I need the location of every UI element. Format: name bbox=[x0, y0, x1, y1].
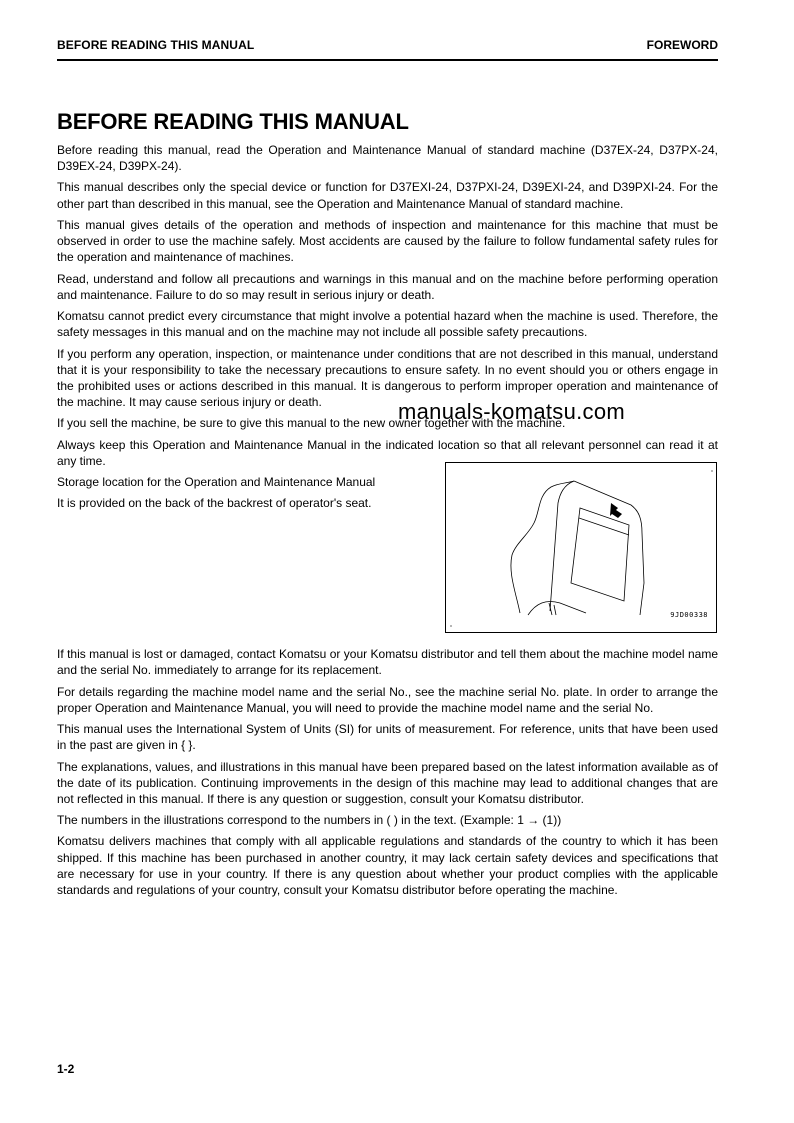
paragraph: Before reading this manual, read the Operation and Maintenance Manual of standard machine (D37EX-24, D37PX-24, D39EX-24, D39PX-24). bbox=[57, 143, 718, 174]
paragraph: The explanations, values, and illustrations in this manual have been prepared based on the latest information available as of the date of its publication. Continuing improvements in the design of this machine may lead to additional changes that are not reflected in this manual. If there is any question or suggestion, consult your Komatsu distributor. bbox=[57, 759, 718, 806]
header-section-title: BEFORE READING THIS MANUAL bbox=[57, 38, 255, 52]
storage-heading: Storage location for the Operation and Maintenance Manual bbox=[57, 475, 376, 490]
page-title: BEFORE READING THIS MANUAL bbox=[57, 109, 409, 134]
paragraph: This manual gives details of the operation and methods of inspection and maintenance for this machine that must be observed in order to use the machine safely. Most accidents are caused by the failure to follow fundamental safety rules for the operation and maintenance of machines. bbox=[57, 217, 718, 265]
figure-code: 9JD00338 bbox=[670, 610, 708, 619]
storage-location-section bbox=[57, 474, 718, 646]
paragraph: For details regarding the machine model name and the serial No., see the machine serial No. plate. In order to arrange the proper Operation and Maintenance Manual, you will need to provide the machine model name and the serial No. bbox=[57, 684, 718, 715]
paragraph: This manual describes only the special device or function for D37EXI-24, D37PXI-24, D39EXI-24, and D39PXI-24. For the other part than described in this manual, see the Operation and Maintenance Manual of standard machine. bbox=[57, 180, 718, 211]
paragraph: Komatsu cannot predict every circumstance that might involve a potential hazard when the machine is used. Therefore, the safety messages in this manual and on the machine may not include all possible safety precautions. bbox=[57, 309, 718, 340]
page-number: 1-2 bbox=[57, 1062, 75, 1076]
storage-description: It is provided on the back of the backrest of operator's seat. bbox=[57, 496, 372, 511]
page-header bbox=[57, 37, 718, 61]
paragraph: This manual uses the International System of Units (SI) for units of measurement. For reference, units that have been used in the past are given in { }. bbox=[57, 722, 718, 753]
paragraph: Read, understand and follow all precautions and warnings in this manual and on the machine before performing operation and maintenance. Failure to do so may result in serious injury or death. bbox=[57, 271, 718, 302]
paragraph: If you perform any operation, inspection, or maintenance under conditions that are not described in this manual, understand that it is your responsibility to take the necessary precautions to ensure safety. In no event should you or others engage in the prohibited uses or actions described in this manual. It is dangerous to perform improper operation and maintenance of the machine. It may cause serious injury or death. bbox=[57, 346, 718, 409]
header-chapter-title: FOREWORD bbox=[646, 38, 718, 52]
watermark: manuals-komatsu.com bbox=[398, 399, 625, 424]
paragraph: If this manual is lost or damaged, contact Komatsu or your Komatsu distributor and tell them about the machine model name and the serial No. immediately to arrange for its replacement. bbox=[57, 647, 718, 678]
paragraph: The numbers in the illustrations correspond to the numbers in ( ) in the text. (Example: 1 → (1)) bbox=[57, 813, 562, 828]
paragraph: If you sell the machine, be sure to give this manual to the new owner together with the machine. bbox=[57, 416, 566, 431]
paragraph: Komatsu delivers machines that comply with all applicable regulations and standards of the country to which it has been shipped. If this machine has been purchased in another country, it may lack certain safety devices and specifications that are necessary for use in your country. If there is any question about whether your product complies with the applicable standards and regulations of your country, consult your Komatsu distributor before operating the machine. bbox=[57, 834, 718, 897]
body-text bbox=[57, 142, 718, 903]
paragraph: Always keep this Operation and Maintenance Manual in the indicated location so that all relevant personnel can read it at any time. bbox=[57, 437, 718, 468]
seat-backrest-illustration bbox=[445, 462, 717, 633]
